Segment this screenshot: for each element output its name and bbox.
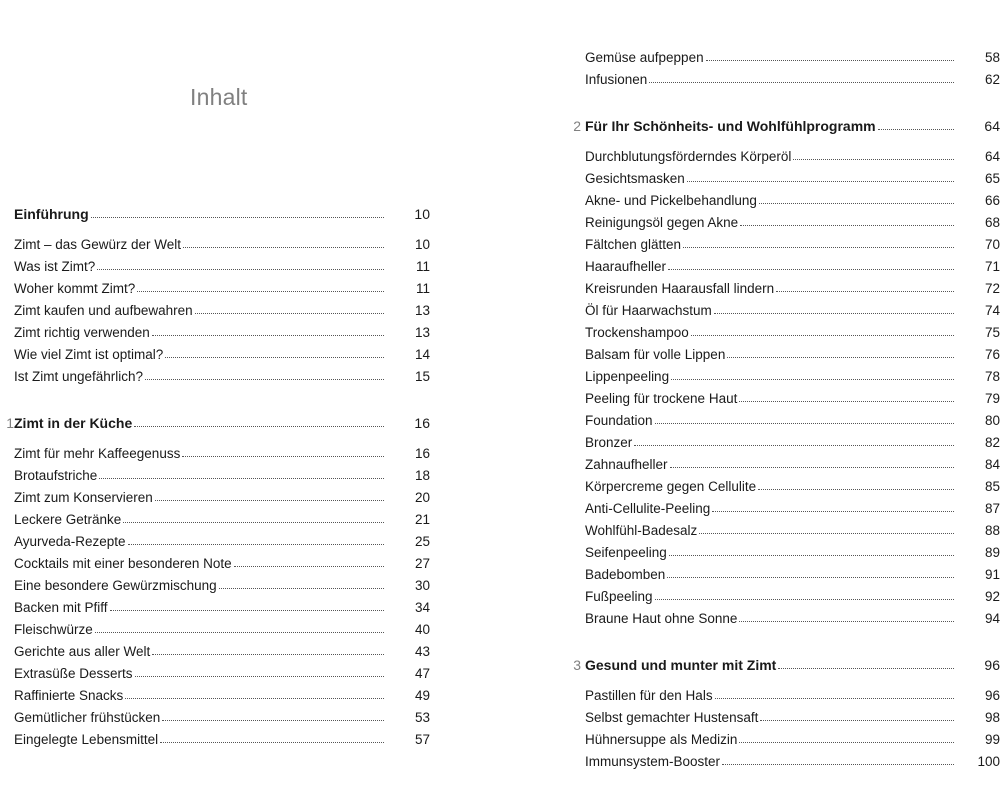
- dot-leader: [91, 217, 384, 218]
- toc-page-number: 76: [984, 346, 1000, 362]
- toc-page-number: 40: [414, 621, 430, 637]
- toc-page-number: 43: [414, 643, 430, 659]
- dot-leader: [97, 269, 384, 270]
- toc-page-number: 21: [414, 511, 430, 527]
- toc-entry-label: Zimt für mehr Kaffeegenuss: [14, 445, 181, 461]
- toc-page-number: 64: [984, 148, 1000, 164]
- toc-left-column: [6, 200, 430, 750]
- toc-entry[interactable]: [571, 277, 1000, 299]
- dot-leader: [134, 426, 384, 427]
- toc-chapter-3[interactable]: [571, 651, 1000, 679]
- dot-leader: [683, 247, 954, 248]
- toc-entry[interactable]: [571, 189, 1000, 211]
- toc-entry-label: Wohlfühl-Badesalz: [585, 522, 698, 538]
- toc-entry-label: Fältchen glätten: [585, 236, 682, 252]
- toc-page-number: 79: [984, 390, 1000, 406]
- toc-entry-label: Badebomben: [585, 566, 666, 582]
- toc-entry[interactable]: [571, 343, 1000, 365]
- dot-leader: [758, 489, 954, 490]
- toc-chapter-2[interactable]: [571, 112, 1000, 140]
- toc-entry[interactable]: [14, 343, 430, 365]
- dot-leader: [739, 742, 954, 743]
- toc-entry[interactable]: [14, 684, 430, 706]
- toc-page-number: 94: [984, 610, 1000, 626]
- dot-leader: [195, 313, 384, 314]
- toc-page-number: 18: [414, 467, 430, 483]
- toc-page-number: 47: [414, 665, 430, 681]
- toc-page-number: 96: [984, 687, 1000, 703]
- toc-entry-label: Wie viel Zimt ist optimal?: [14, 346, 164, 362]
- toc-entry-label: Cocktails mit einer besonderen Note: [14, 555, 232, 571]
- toc-entry-label: Akne- und Pickelbehandlung: [585, 192, 757, 208]
- toc-entry[interactable]: [14, 552, 430, 574]
- dot-leader: [95, 632, 384, 633]
- toc-entry-label: Kreisrunden Haarausfall lindern: [585, 280, 775, 296]
- toc-entry-label: Lippenpeeling: [585, 368, 670, 384]
- dot-leader: [793, 159, 954, 160]
- toc-entry-label: Was ist Zimt?: [14, 258, 96, 274]
- toc-entry[interactable]: [14, 277, 430, 299]
- toc-entry-label: Einführung: [14, 206, 89, 222]
- toc-page-number: 84: [984, 456, 1000, 472]
- toc-entry[interactable]: [571, 145, 1000, 167]
- toc-entry-label: Zimt zum Konservieren: [14, 489, 153, 505]
- toc-entry[interactable]: [14, 365, 430, 387]
- dot-leader: [128, 544, 384, 545]
- toc-entry-label: Foundation: [585, 412, 653, 428]
- toc-section-intro[interactable]: [14, 200, 430, 228]
- toc-page-number: 66: [984, 192, 1000, 208]
- dot-leader: [155, 500, 384, 501]
- toc-entry-label: Balsam für volle Lippen: [585, 346, 726, 362]
- toc-entry[interactable]: [571, 211, 1000, 233]
- toc-page-number: 57: [414, 731, 430, 747]
- page-title: Inhalt: [190, 84, 248, 110]
- toc-page-number: 75: [984, 324, 1000, 340]
- dot-leader: [668, 269, 954, 270]
- toc-entry-label: Körpercreme gegen Cellulite: [585, 478, 757, 494]
- toc-page-number: 11: [415, 280, 430, 296]
- dot-leader: [760, 720, 954, 721]
- dot-leader: [182, 456, 384, 457]
- toc-page-number: 16: [414, 415, 430, 431]
- toc-page-number: 92: [984, 588, 1000, 604]
- toc-page-number: 15: [414, 368, 430, 384]
- toc-entry-label: Zimt – das Gewürz der Welt: [14, 236, 182, 252]
- dot-leader: [655, 599, 954, 600]
- toc-entry[interactable]: [14, 728, 430, 750]
- dot-leader: [160, 742, 384, 743]
- toc-page-number: 89: [984, 544, 1000, 560]
- toc-page-number: 96: [984, 657, 1000, 673]
- toc-entry[interactable]: [14, 618, 430, 640]
- toc-continued-list: [571, 46, 1000, 90]
- toc-entry[interactable]: [571, 541, 1000, 563]
- dot-leader: [687, 181, 954, 182]
- toc-page-number: 34: [414, 599, 430, 615]
- toc-entry-label: Gerichte aus aller Welt: [14, 643, 151, 659]
- toc-entry[interactable]: [14, 321, 430, 343]
- toc-entry-label: Extrasüße Desserts: [14, 665, 133, 681]
- toc-entry-label: Anti-Cellulite-Peeling: [585, 500, 711, 516]
- toc-entry-label: Durchblutungsförderndes Körperöl: [585, 148, 792, 164]
- toc-right-column: [571, 46, 1000, 772]
- dot-leader: [234, 566, 384, 567]
- dot-leader: [135, 676, 384, 677]
- toc-page-number: 11: [415, 258, 430, 274]
- toc-page-number: 14: [414, 346, 430, 362]
- toc-entry[interactable]: [14, 640, 430, 662]
- dot-leader: [219, 588, 384, 589]
- toc-intro-list: [14, 233, 430, 387]
- toc-entry-label: Brotaufstriche: [14, 467, 98, 483]
- toc-page-number: 98: [984, 709, 1000, 725]
- toc-entry[interactable]: [14, 233, 430, 255]
- toc-entry[interactable]: [571, 563, 1000, 585]
- dot-leader: [706, 60, 954, 61]
- toc-entry[interactable]: [571, 750, 1000, 772]
- toc-entry-label: Eingelegte Lebensmittel: [14, 731, 159, 747]
- toc-page-number: 80: [984, 412, 1000, 428]
- dot-leader: [727, 357, 954, 358]
- toc-entry-label: Backen mit Pfiff: [14, 599, 108, 615]
- toc-page-number: 70: [984, 236, 1000, 252]
- toc-entry-label: Seifenpeeling: [585, 544, 667, 560]
- toc-entry[interactable]: [571, 167, 1000, 189]
- toc-page-number: 65: [984, 170, 1000, 186]
- toc-page-number: 62: [984, 71, 1000, 87]
- toc-entry[interactable]: [571, 684, 1000, 706]
- dot-leader: [99, 478, 384, 479]
- toc-entry[interactable]: [14, 486, 430, 508]
- toc-entry[interactable]: [14, 255, 430, 277]
- toc-entry[interactable]: [571, 387, 1000, 409]
- toc-entry[interactable]: [571, 46, 1000, 68]
- toc-entry-label: Gemüse aufpeppen: [585, 49, 704, 65]
- toc-entry-label: Zahnaufheller: [585, 456, 668, 472]
- dot-leader: [699, 533, 954, 534]
- toc-entry[interactable]: [571, 607, 1000, 629]
- toc-entry[interactable]: [571, 299, 1000, 321]
- dot-leader: [145, 379, 384, 380]
- toc-page-number: 72: [984, 280, 1000, 296]
- toc-page-number: 20: [414, 489, 430, 505]
- dot-leader: [878, 129, 954, 130]
- dot-leader: [655, 423, 954, 424]
- toc-page-number: 99: [984, 731, 1000, 747]
- chapter-number: 1: [6, 415, 14, 431]
- toc-chapter-2-list: [571, 145, 1000, 629]
- toc-page-number: 74: [984, 302, 1000, 318]
- dot-leader: [137, 291, 384, 292]
- toc-entry-label: Infusionen: [585, 71, 648, 87]
- dot-leader: [739, 621, 954, 622]
- toc-page-number: 10: [414, 236, 430, 252]
- dot-leader: [691, 335, 954, 336]
- toc-entry-label: Zimt in der Küche: [14, 415, 133, 431]
- dot-leader: [183, 247, 384, 248]
- toc-page-number: 25: [414, 533, 430, 549]
- toc-entry-label: Zimt richtig verwenden: [14, 324, 150, 340]
- toc-chapter-1-list: [14, 442, 430, 750]
- toc-entry[interactable]: [571, 431, 1000, 453]
- toc-entry[interactable]: [14, 508, 430, 530]
- toc-entry-label: Hühnersuppe als Medizin: [585, 731, 738, 747]
- toc-page-number: 49: [414, 687, 430, 703]
- toc-page-number: 100: [977, 753, 1000, 769]
- toc-page-number: 13: [414, 324, 430, 340]
- toc-entry-label: Braune Haut ohne Sonne: [585, 610, 738, 626]
- dot-leader: [670, 467, 954, 468]
- toc-page-number: 82: [984, 434, 1000, 450]
- toc-page-number: 78: [984, 368, 1000, 384]
- toc-entry-label: Ayurveda-Rezepte: [14, 533, 126, 549]
- toc-entry[interactable]: [571, 321, 1000, 343]
- toc-page-number: 87: [984, 500, 1000, 516]
- toc-page-number: 58: [984, 49, 1000, 65]
- toc-entry-label: Öl für Haarwachstum: [585, 302, 712, 318]
- toc-page-number: 91: [984, 566, 1000, 582]
- toc-entry[interactable]: [14, 530, 430, 552]
- toc-entry-label: Fleischwürze: [14, 621, 93, 637]
- toc-entry[interactable]: [571, 255, 1000, 277]
- toc-entry-label: Woher kommt Zimt?: [14, 280, 136, 296]
- toc-entry-label: Eine besondere Gewürzmischung: [14, 577, 217, 593]
- toc-entry-label: Für Ihr Schönheits- und Wohlfühlprogramm: [585, 118, 876, 134]
- toc-entry[interactable]: [571, 706, 1000, 728]
- dot-leader: [152, 654, 384, 655]
- toc-entry[interactable]: [571, 728, 1000, 750]
- toc-entry[interactable]: [14, 662, 430, 684]
- toc-entry[interactable]: [571, 519, 1000, 541]
- dot-leader: [110, 610, 384, 611]
- toc-page-number: 53: [414, 709, 430, 725]
- toc-page-number: 27: [414, 555, 430, 571]
- toc-entry-label: Reinigungsöl gegen Akne: [585, 214, 739, 230]
- toc-entry[interactable]: [571, 453, 1000, 475]
- toc-entry-label: Haaraufheller: [585, 258, 667, 274]
- dot-leader: [667, 577, 954, 578]
- chapter-number: 2: [573, 118, 581, 134]
- toc-entry-label: Leckere Getränke: [14, 511, 122, 527]
- dot-leader: [759, 203, 954, 204]
- toc-entry[interactable]: [571, 497, 1000, 519]
- dot-leader: [123, 522, 384, 523]
- toc-entry-label: Zimt kaufen und aufbewahren: [14, 302, 193, 318]
- toc-entry[interactable]: [14, 706, 430, 728]
- toc-chapter-3-list: [571, 684, 1000, 772]
- dot-leader: [162, 720, 384, 721]
- dot-leader: [649, 82, 954, 83]
- toc-entry[interactable]: [571, 475, 1000, 497]
- toc-entry-label: Gemütlicher frühstücken: [14, 709, 161, 725]
- toc-chapter-1[interactable]: [6, 409, 430, 437]
- toc-entry[interactable]: [14, 596, 430, 618]
- dot-leader: [776, 291, 954, 292]
- dot-leader: [125, 698, 384, 699]
- dot-leader: [152, 335, 384, 336]
- dot-leader: [165, 357, 384, 358]
- toc-page-number: 13: [414, 302, 430, 318]
- dot-leader: [669, 555, 954, 556]
- toc-entry[interactable]: [571, 585, 1000, 607]
- dot-leader: [634, 445, 954, 446]
- toc-page-number: 71: [984, 258, 1000, 274]
- toc-entry[interactable]: [14, 464, 430, 486]
- dot-leader: [739, 401, 954, 402]
- toc-page-number: 85: [984, 478, 1000, 494]
- dot-leader: [714, 313, 954, 314]
- toc-entry-label: Raffinierte Snacks: [14, 687, 124, 703]
- toc-entry[interactable]: [14, 299, 430, 321]
- toc-entry[interactable]: [571, 233, 1000, 255]
- toc-page-number: 10: [414, 206, 430, 222]
- chapter-number: 3: [573, 657, 581, 673]
- toc-entry-label: Trockenshampoo: [585, 324, 689, 340]
- toc-entry[interactable]: [14, 574, 430, 596]
- toc-entry-label: Fußpeeling: [585, 588, 653, 604]
- toc-page-number: 30: [414, 577, 430, 593]
- toc-entry[interactable]: [571, 365, 1000, 387]
- dot-leader: [715, 698, 954, 699]
- dot-leader: [671, 379, 954, 380]
- toc-page-number: 88: [984, 522, 1000, 538]
- toc-entry[interactable]: [571, 409, 1000, 431]
- toc-entry[interactable]: [571, 68, 1000, 90]
- dot-leader: [778, 668, 954, 669]
- toc-entry-label: Peeling für trockene Haut: [585, 390, 738, 406]
- toc-page-number: 64: [984, 118, 1000, 134]
- toc-page-number: 68: [984, 214, 1000, 230]
- dot-leader: [740, 225, 954, 226]
- toc-entry[interactable]: [14, 442, 430, 464]
- toc-entry-label: Pastillen für den Hals: [585, 687, 713, 703]
- dot-leader: [722, 764, 954, 765]
- toc-page-number: 16: [414, 445, 430, 461]
- toc-entry-label: Selbst gemachter Hustensaft: [585, 709, 759, 725]
- toc-entry-label: Immunsystem-Booster: [585, 753, 721, 769]
- toc-entry-label: Gesichtsmasken: [585, 170, 685, 186]
- toc-entry-label: Bronzer: [585, 434, 633, 450]
- dot-leader: [712, 511, 954, 512]
- toc-entry-label: Gesund und munter mit Zimt: [585, 657, 777, 673]
- toc-entry-label: Ist Zimt ungefährlich?: [14, 368, 144, 384]
